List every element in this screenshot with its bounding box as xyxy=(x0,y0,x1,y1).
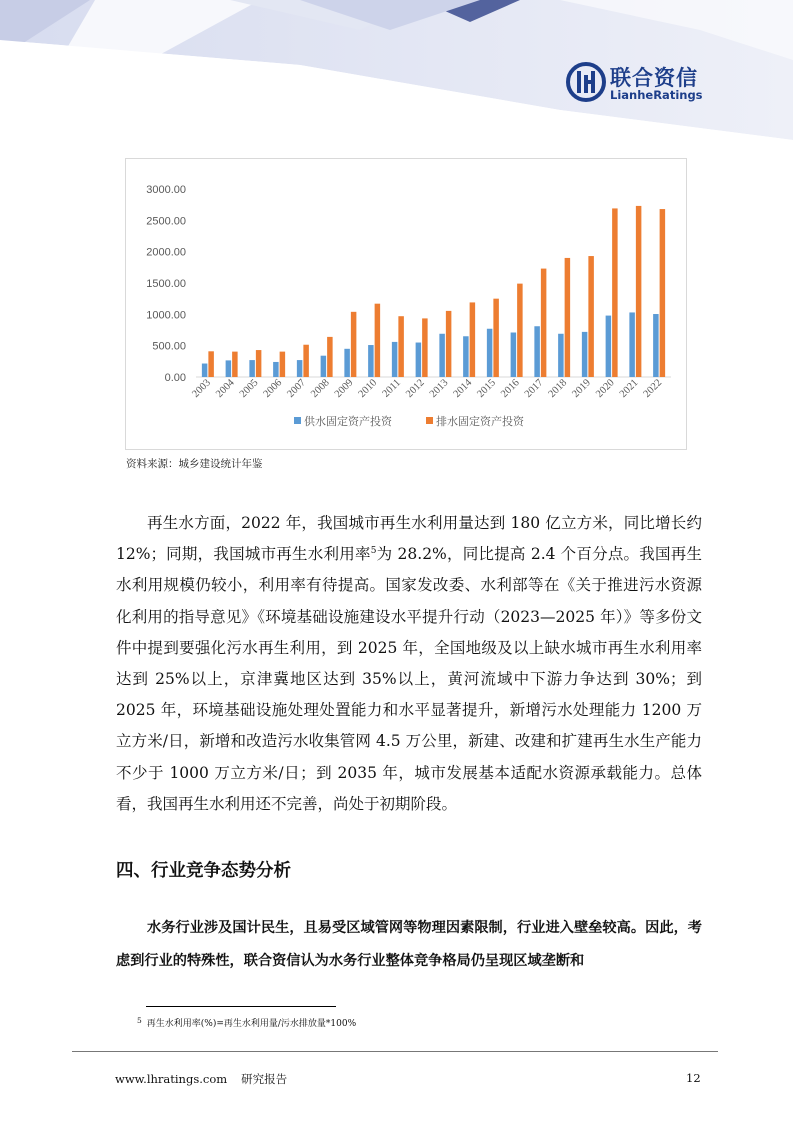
bar-water-supply xyxy=(439,334,445,377)
footer-divider xyxy=(72,1051,718,1052)
x-tick-label: 2011 xyxy=(380,377,403,400)
bar-drainage xyxy=(636,206,642,377)
bar-drainage xyxy=(541,269,547,377)
x-tick-label: 2008 xyxy=(309,377,332,400)
lianhe-logo-icon xyxy=(566,62,606,102)
bar-drainage xyxy=(446,311,452,377)
x-tick-label: 2014 xyxy=(451,377,475,400)
y-tick-label: 0.00 xyxy=(164,372,186,384)
x-tick-label: 2010 xyxy=(356,377,380,400)
logo-chinese-text: 联合资信 xyxy=(610,66,698,90)
bar-water-supply xyxy=(297,360,303,377)
bar-drainage xyxy=(303,345,309,377)
bar-drainage xyxy=(327,337,333,377)
bar-water-supply xyxy=(249,360,255,377)
bar-drainage xyxy=(398,316,404,377)
bar-water-supply xyxy=(344,349,350,377)
x-tick-label: 2018 xyxy=(546,377,570,400)
bar-drainage xyxy=(612,208,618,377)
footnote-text: 再生水利用率(%)=再生水利用量/污水排放量*100% xyxy=(146,1019,357,1029)
footer-url: www.lhratings.com xyxy=(115,1072,228,1086)
bar-water-supply xyxy=(487,329,493,377)
x-tick-label: 2004 xyxy=(214,377,237,400)
footnote-number: 5 xyxy=(137,1016,142,1025)
bar-water-supply xyxy=(582,332,588,377)
x-tick-label: 2009 xyxy=(332,377,356,400)
x-tick-label: 2005 xyxy=(237,377,261,400)
bar-drainage xyxy=(517,284,523,377)
bar-drainage xyxy=(588,256,594,377)
bar-water-supply xyxy=(273,362,279,377)
footnote xyxy=(137,1016,356,1029)
bar-water-supply xyxy=(321,356,327,377)
body-paragraph-competition: 水务行业涉及国计民生，且易受区域管网等物理因素限制，行业进入壁垒较高。因此，考虑到行业的特殊性，联合资信认为水务行业整体竞争格局仍呈现区域垄断和 xyxy=(116,920,702,969)
x-tick-label: 2017 xyxy=(522,377,546,400)
bar-drainage xyxy=(422,318,428,377)
bar-water-supply xyxy=(558,334,564,377)
body-paragraph-reclaimed-water xyxy=(116,508,702,820)
paragraph-text-part2: 为 28.2%，同比提高 2.4 个百分点。我国再生水利用规模仍较小，利用率有待提高。国家发改委、水利部等在《关于推进污水资源化利用的指导意见》《环境基础设施建设水平提升行动（2023—2025 年）》等多份文件中提到要强化污水再生利用，到 2025 年，全国地级及以上缺水城市再生水利用率达到 25%以上，京津冀地区达到 35%以上，黄河流域中下游力争达到 30%；到 2025 年，环境基础设施处理处置能力和水平显著提升，新增污水处理能力 1200 万立方米/日，新增和改造污水收集管网 4.5 万公里，新建、改建和扩建再生水生产能力不少于 1000 万立方米/日；到 2035 年，城市发展基本适配水资源承载能力。总体看，我国再生水利用还不完善，尚处于初期阶段。 xyxy=(116,545,702,813)
legend-swatch xyxy=(294,417,301,424)
x-tick-label: 2021 xyxy=(617,377,641,400)
footer-label: 研究报告 xyxy=(241,1072,288,1086)
x-tick-label: 2006 xyxy=(261,377,285,400)
chart-svg xyxy=(126,159,686,449)
logo-english-text: LianheRatings xyxy=(610,88,703,102)
bar-drainage xyxy=(493,299,499,377)
x-tick-label: 2003 xyxy=(190,377,213,400)
bar-water-supply xyxy=(226,360,232,377)
bar-drainage xyxy=(256,350,262,377)
y-tick-label: 1500.00 xyxy=(146,278,186,290)
bar-drainage xyxy=(565,258,571,377)
bar-drainage xyxy=(660,209,666,377)
chart-source: 资料来源：城乡建设统计年鉴 xyxy=(126,458,263,470)
y-tick-label: 3000.00 xyxy=(146,184,186,196)
bar-water-supply xyxy=(629,312,635,377)
y-tick-label: 2000.00 xyxy=(146,246,186,259)
y-tick-label: 500.00 xyxy=(152,340,186,353)
bar-water-supply xyxy=(534,326,540,377)
x-tick-label: 2019 xyxy=(570,377,593,400)
bar-drainage xyxy=(208,351,214,377)
bar-drainage xyxy=(375,304,381,377)
y-tick-label: 1000.00 xyxy=(146,309,186,322)
x-tick-label: 2012 xyxy=(404,377,427,400)
legend-swatch xyxy=(426,417,433,424)
x-tick-label: 2013 xyxy=(427,377,451,400)
footnote-divider xyxy=(146,1006,336,1007)
bar-drainage xyxy=(351,312,357,377)
x-tick-label: 2016 xyxy=(499,377,522,400)
x-tick-label: 2015 xyxy=(475,377,498,400)
x-tick-label: 2007 xyxy=(285,377,308,400)
y-tick-label: 2500.00 xyxy=(146,215,186,228)
legend-label: 排水固定资产投资 xyxy=(436,415,524,428)
bar-drainage xyxy=(280,352,286,377)
x-tick-label: 2020 xyxy=(594,377,617,400)
bar-water-supply xyxy=(202,364,208,377)
footnote-ref: 5 xyxy=(370,546,377,557)
section-heading: 四、行业竞争态势分析 xyxy=(116,861,291,881)
legend-label: 供水固定资产投资 xyxy=(304,415,392,428)
x-tick-label: 2022 xyxy=(641,377,665,400)
footer-left xyxy=(115,1071,301,1087)
paragraph-text-part1: 再生水方面，2022 年，我国城市再生水利用量达到 180 亿立方米，同比增长约 12%；同期，我国城市再生水利用率 xyxy=(116,514,702,564)
bar-water-supply xyxy=(606,316,612,377)
bar-water-supply xyxy=(368,345,374,377)
investment-bar-chart xyxy=(125,158,687,450)
bar-water-supply xyxy=(416,343,422,377)
bar-water-supply xyxy=(653,314,659,377)
bar-drainage xyxy=(232,352,238,377)
bar-water-supply xyxy=(392,342,398,377)
bar-water-supply xyxy=(511,333,517,377)
bar-drainage xyxy=(470,302,476,377)
page-number: 12 xyxy=(686,1071,701,1085)
lianhe-logo xyxy=(566,60,716,104)
bar-water-supply xyxy=(463,336,469,377)
